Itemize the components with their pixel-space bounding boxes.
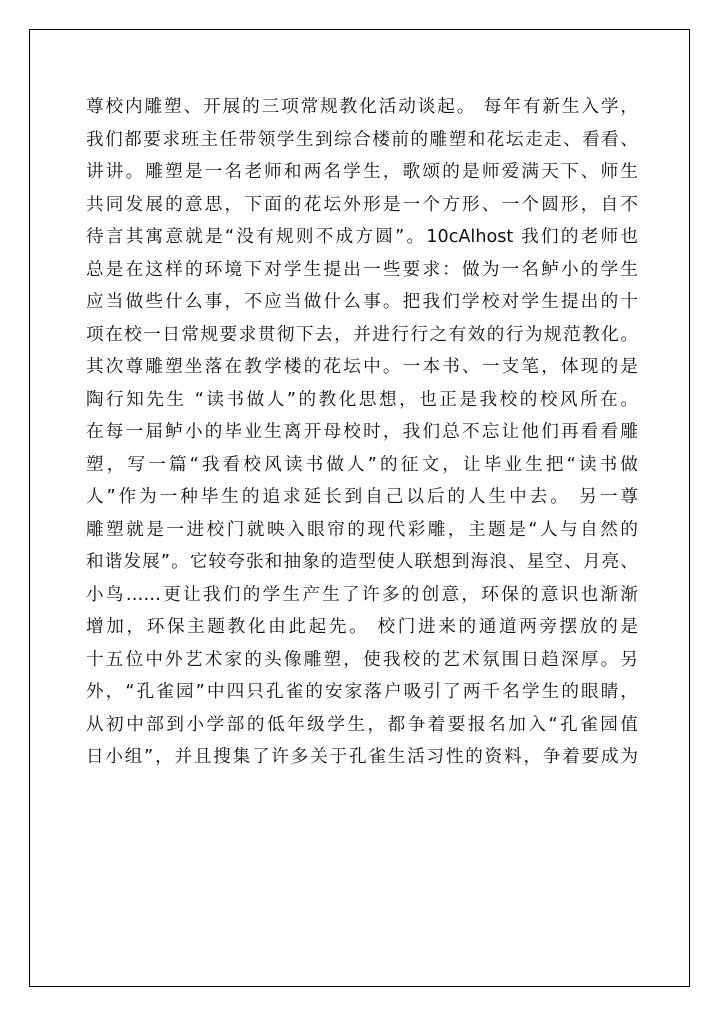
text-line: 塑，写一篇“我看校风读书做人”的征文，让毕业生把“读书做 [86,454,638,475]
text-line: 待言其寓意就是“没有规则不成方圆”。10cAlhost 我们的老师也 [86,227,638,247]
text-line: 日小组”，并且搜集了许多关于孔雀生活习性的资料，争着要成为 [86,747,638,767]
text-line: 人”作为一种毕生的追求延长到自己以后的人生中去。 另一尊 [86,487,638,507]
text-line: 应当做些什么事，不应当做什么事。把我们学校对学生提出的十 [86,292,638,312]
text-line: 增加，环保主题教化由此起先。 校门进来的通道两旁摆放的是 [86,617,638,637]
text-line: 总是在这样的环境下对学生提出一些要求：做为一名鲈小的学生 [86,259,638,280]
text-line: 其次尊雕塑坐落在教学楼的花坛中。一本书、一支笔，体现的是 [86,357,638,377]
text-line: 共同发展的意思，下面的花坛外形是一个方形、一个圆形，自不 [86,194,638,215]
text-line: 陶行知先生 “读书做人”的教化思想，也正是我校的校风所在。 [86,389,638,410]
text-line: 我们都要求班主任带领学生到综合楼前的雕塑和花坛走走、看看、 [86,129,638,150]
text-line: 讲讲。雕塑是一名老师和两名学生，歌颂的是师爱满天下、师生 [86,162,638,182]
text-line: 尊校内雕塑、开展的三项常规教化活动谈起。 每年有新生入学， [86,97,638,117]
document-body [86,91,638,774]
text-line: 雕塑就是一进校门就映入眼帘的现代彩雕，主题是“人与自然的 [86,519,638,540]
text-line: 在每一届鲈小的毕业生离开母校时，我们总不忘让他们再看看雕 [86,422,638,442]
text-line: 从初中部到小学部的低年级学生，都争着要报名加入“孔雀园值 [86,714,638,735]
text-line: 项在校一日常规要求贯彻下去，并进行行之有效的行为规范教化。 [86,324,638,345]
text-line: 和谐发展”。它较夸张和抽象的造型使人联想到海浪、星空、月亮、 [86,552,638,572]
text-line: 十五位中外艺术家的头像雕塑，使我校的艺术氛围日趋深厚。另 [86,649,638,670]
text-line: 外，“孔雀园”中四只孔雀的安家落户吸引了两千名学生的眼睛， [86,682,638,702]
text-line: 小鸟……更让我们的学生产生了许多的创意，环保的意识也渐渐 [86,584,638,605]
